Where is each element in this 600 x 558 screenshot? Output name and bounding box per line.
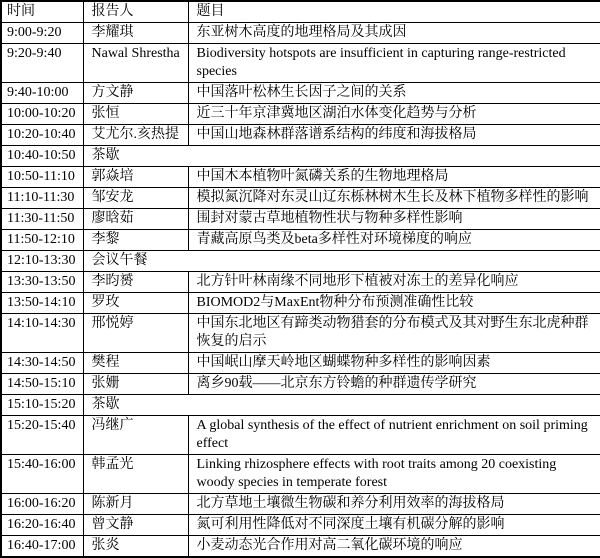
title-cell: 中国岷山摩天岭地区蝴蝶物种多样性的影响因素 [188,353,600,374]
title-cell: 北方针叶林南缘不同地形下植被对冻土的差异化响应 [188,272,600,293]
table-row [1,125,600,146]
break-event-cell: 茶歇 [83,146,600,167]
break-event-cell: 会议午餐 [83,251,600,272]
title-cell: Linking rhizosphere effects with root traits among 20 coexisting woody species in temperate forest [188,455,600,494]
speaker-cell: 冯继广 [83,416,188,455]
title-cell: 中国东北地区有蹄类动物猎套的分布模式及其对野生东北虎种群恢复的启示 [188,314,600,353]
table-row [1,146,600,167]
table-row [1,515,600,536]
table-row [1,272,600,293]
speaker-cell: 陈新月 [83,494,188,515]
table-row [1,293,600,314]
table-row [1,251,600,272]
time-cell: 11:50-12:10 [1,230,83,251]
title-cell: 小麦动态光合作用对高二氧化碳环境的响应 [188,536,600,558]
time-cell: 14:30-14:50 [1,353,83,374]
time-cell: 9:20-9:40 [1,44,83,83]
title-cell: BIOMOD2与MaxEnt物种分布预测准确性比较 [188,293,600,314]
time-cell: 15:20-15:40 [1,416,83,455]
table-row [1,374,600,395]
time-cell: 15:40-16:00 [1,455,83,494]
speaker-cell: 方文静 [83,83,188,104]
title-cell: 东亚树木高度的地理格局及其成因 [188,23,600,44]
title-cell: 中国木本植物叶氮磷关系的生物地理格局 [188,167,600,188]
table-row [1,353,600,374]
time-cell: 9:00-9:20 [1,23,83,44]
speaker-cell: 罗玫 [83,293,188,314]
speaker-cell: 廖晗茹 [83,209,188,230]
header-row [1,1,600,23]
table-row [1,188,600,209]
title-cell: 青藏高原鸟类及beta多样性对环境梯度的响应 [188,230,600,251]
title-cell: 北方草地土壤微生物碳和养分利用效率的海拔格局 [188,494,600,515]
title-cell: 模拟氮沉降对东灵山辽东栎林树木生长及林下植物多样性的影响 [188,188,600,209]
speaker-cell: 李耀琪 [83,23,188,44]
time-cell: 10:00-10:20 [1,104,83,125]
time-cell: 14:50-15:10 [1,374,83,395]
column-header-time: 时间 [1,1,83,23]
table-row [1,104,600,125]
speaker-cell: 邢悦婷 [83,314,188,353]
title-cell: 氮可利用性降低对不同深度土壤有机碳分解的影响 [188,515,600,536]
speaker-cell: 艾尤尔.亥热提 [83,125,188,146]
table-row [1,167,600,188]
table-row [1,494,600,515]
time-cell: 10:50-11:10 [1,167,83,188]
title-cell: A global synthesis of the effect of nutrient enrichment on soil priming effect [188,416,600,455]
title-cell: Biodiversity hotspots are insufficient in capturing range-restricted species [188,44,600,83]
table-row [1,23,600,44]
schedule-table-body [1,23,600,558]
title-cell: 围封对蒙古草地植物性状与物种多样性影响 [188,209,600,230]
title-cell: 近三十年京津冀地区湖泊水体变化趋势与分析 [188,104,600,125]
table-row [1,416,600,455]
title-cell: 离乡90载——北京东方铃蟾的种群遗传学研究 [188,374,600,395]
time-cell: 14:10-14:30 [1,314,83,353]
table-row [1,230,600,251]
time-cell: 12:10-13:30 [1,251,83,272]
speaker-cell: Nawal Shrestha [83,44,188,83]
time-cell: 16:40-17:00 [1,536,83,558]
time-cell: 15:10-15:20 [1,395,83,416]
table-row [1,536,600,558]
speaker-cell: 张姗 [83,374,188,395]
speaker-cell: 张恒 [83,104,188,125]
speaker-cell: 张炎 [83,536,188,558]
table-row [1,83,600,104]
table-row [1,314,600,353]
speaker-cell: 李黎 [83,230,188,251]
title-cell: 中国山地森林群落谱系结构的纬度和海拔格局 [188,125,600,146]
table-row [1,44,600,83]
break-event-cell: 茶歇 [83,395,600,416]
time-cell: 9:40-10:00 [1,83,83,104]
speaker-cell: 邹安龙 [83,188,188,209]
speaker-cell: 郭焱培 [83,167,188,188]
speaker-cell: 曾文静 [83,515,188,536]
speaker-cell: 韩孟光 [83,455,188,494]
column-header-speaker: 报告人 [83,1,188,23]
time-cell: 10:40-10:50 [1,146,83,167]
time-cell: 13:50-14:10 [1,293,83,314]
time-cell: 16:20-16:40 [1,515,83,536]
column-header-title: 题目 [188,1,600,23]
time-cell: 11:10-11:30 [1,188,83,209]
time-cell: 10:20-10:40 [1,125,83,146]
time-cell: 13:30-13:50 [1,272,83,293]
speaker-cell: 樊程 [83,353,188,374]
table-row [1,395,600,416]
time-cell: 11:30-11:50 [1,209,83,230]
table-row [1,209,600,230]
title-cell: 中国落叶松林生长因子之间的关系 [188,83,600,104]
table-row [1,455,600,494]
time-cell: 16:00-16:20 [1,494,83,515]
speaker-cell: 李昀赟 [83,272,188,293]
